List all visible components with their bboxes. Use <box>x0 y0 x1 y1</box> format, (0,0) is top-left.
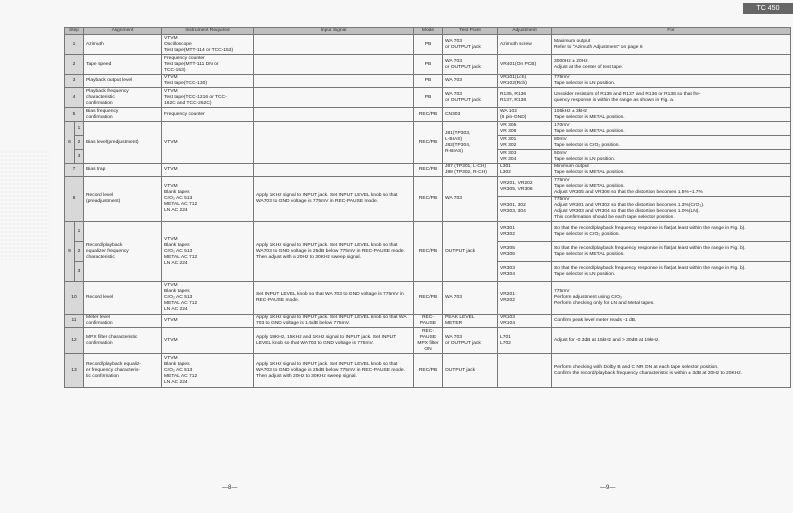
step-number: 9 <box>65 222 75 282</box>
for-cell: 80mV Tape selector is CrO₂ position. <box>552 136 791 150</box>
instrument-cell: VTVM Test tape(TCC-130) <box>162 75 254 88</box>
header-step: Step <box>65 28 84 35</box>
mode-cell: PB <box>414 55 443 75</box>
input-cell <box>254 164 414 177</box>
header-adjustment: Adjustment <box>498 28 552 35</box>
step-number: 2 <box>65 55 84 75</box>
adjustment-cell: WA 102 (6 pin-GND) <box>498 108 552 122</box>
step-number: 6 <box>65 122 75 164</box>
input-cell: Apply 1KHz signal to INPUT jack. Set INPUT LEVEL knob so that WA703 to GND voltage is 25dB below 775mV in REC-PAUSE mode. Then adjust with a 20Hz to 30KHz sweep signal. <box>254 222 414 282</box>
sub-step-number: 3 <box>75 150 84 164</box>
table-row <box>65 164 791 177</box>
step-number: 10 <box>65 282 84 315</box>
for-cell: 775mV Perform adjustment using CrO₂ Perform checking only for LN and Metal tapes. <box>552 282 791 315</box>
header-alignment: Alignment <box>84 28 162 35</box>
adjustment-cell: VR 301 VR 302 <box>498 136 552 150</box>
alignment-cell: MPX filter characteristic confirmation <box>84 328 162 354</box>
test-point-cell: WA 703 or OUTPUT jack <box>443 88 498 108</box>
test-point-cell: WA 703 or OUTPUT jack <box>443 55 498 75</box>
mode-cell: PB <box>414 75 443 88</box>
input-cell <box>254 35 414 55</box>
alignment-cell: Playback output level <box>84 75 162 88</box>
header-instrument: Instrument Required <box>162 28 254 35</box>
for-cell: So that the record/playback frequency response is flat(at least within the range in Fig. b). Tape selector is LN position. <box>552 262 791 282</box>
alignment-cell: Playback frequency characteristic confirmation <box>84 88 162 108</box>
input-cell: Apply 1KHz signal to INPUT jack. Set INPUT LEVEL knob so that WA 703 to GND voltage is 1.5dB below 775mV. <box>254 315 414 328</box>
for-cell: 105kHz ± 3kHz Tape selector is METAL position. <box>552 108 791 122</box>
table-row <box>65 88 791 108</box>
instrument-cell: VTVM <box>162 164 254 177</box>
for-cell: Adjust for -0.3dB at 15kHz and > 30dB at 19kHz. <box>552 328 791 354</box>
adjustment-cell: L301 L302 <box>498 164 552 177</box>
table-row <box>65 177 791 197</box>
instrument-cell: VTVM <box>162 122 254 164</box>
mode-cell: REC/PB <box>414 122 443 164</box>
for-cell: 775mV Adjust VR301 and VR302 so that the distortion becomes 1.3%(CrO₂). Adjust VR303 and VR304 so that the distortion becomes 1.0%(LN). This confirmation should be each tape selector position. <box>552 197 791 222</box>
for-cell: So that the record/playback frequency response is flat(at least within the range in Fig. b). Tape selector is METAL position. <box>552 242 791 262</box>
test-point-cell: WA 703 <box>443 75 498 88</box>
table-row <box>65 122 791 136</box>
adjustment-cell: VR301, 302 VR303, 304 <box>498 197 552 222</box>
test-point-cell: OUTPUT jack <box>443 222 498 282</box>
table-row <box>65 222 791 242</box>
table-row <box>65 75 791 88</box>
mode-cell: REC/PB <box>414 282 443 315</box>
adjustment-cell: VR101(Lch) VR102(Rch) <box>498 75 552 88</box>
table-row <box>65 108 791 122</box>
for-cell: Perform checking with Dolby B and C NR ON at each tape selector position. Confirm the record/playback frequency characteristic is within ± 3dB at 20Hz to 20KHz. <box>552 354 791 388</box>
alignment-cell: Bias level(predjustment) <box>84 122 162 164</box>
alignment-cell: Tape speed <box>84 55 162 75</box>
sub-step-number: 1 <box>75 222 84 242</box>
step-number: 11 <box>65 315 84 328</box>
mode-cell: REC- PAUSE <box>414 315 443 328</box>
step-number: 5 <box>65 108 84 122</box>
instrument-cell: VTVM Blank tapes CrO₂ AC 513 METAL AC 712 LN AC 224 <box>162 282 254 315</box>
instrument-cell: Frequency counter Test tape(MTT-111 DN or TCC-153) <box>162 55 254 75</box>
instrument-cell: VTVM Blank tapes CrO₂ AC 513 METAL AC 712 LN AC 224 <box>162 222 254 282</box>
adjustment-cell: VR401(On PCB) <box>498 55 552 75</box>
mode-cell: REC/PB <box>414 177 443 222</box>
header-for: For <box>552 28 791 35</box>
for-cell: 775mV Tape selector is LN position. <box>552 75 791 88</box>
alignment-cell: Record/playback equalizer frequency characteristic <box>84 222 162 282</box>
for-cell: 3000Hz ± 20Hz Adjust at the center of test tape. <box>552 55 791 75</box>
instrument-cell: Frequency counter <box>162 108 254 122</box>
table-row <box>65 282 791 315</box>
step-number: 13 <box>65 354 84 388</box>
mode-cell: REC/PB <box>414 108 443 122</box>
for-cell: Confirm peak level meter reads -1 dB. <box>552 315 791 328</box>
test-point-cell: WA 703 or OUTPUT jack <box>443 35 498 55</box>
instrument-cell: VTVM Blank tapes CrO₂ AC 513 METAL AC 712 LN AC 224 <box>162 354 254 388</box>
adjustment-cell: VR201, VR202 VR305, VR306 <box>498 177 552 197</box>
adjustment-cell: VR201 VR202 <box>498 282 552 315</box>
test-point-cell: CN303 <box>443 108 498 122</box>
sub-step-number: 1 <box>75 122 84 136</box>
header-mode: Mode <box>414 28 443 35</box>
mode-cell: PB <box>414 88 443 108</box>
sub-step-number: 2 <box>75 136 84 150</box>
instrument-cell: VTVM <box>162 328 254 354</box>
sub-step-number: 3 <box>75 262 84 282</box>
page-number-left: —8— <box>222 485 238 491</box>
step-number: 1 <box>65 35 84 55</box>
mode-cell: REC/PB <box>414 354 443 388</box>
mode-cell: PB <box>414 35 443 55</box>
input-cell: Apply 19KHz, 15KHz and 1KHz signal to INPUT jack. Set INPUT LEVEL knob so that WA703 to GND voltage is 775mV. <box>254 328 414 354</box>
for-cell: 50mV Tape selector is LN position. <box>552 150 791 164</box>
adjustment-cell: R135, R136 R137, R138 <box>498 88 552 108</box>
alignment-cell: Record level (preadjustment) <box>84 177 162 222</box>
adjustment-cell <box>498 354 552 388</box>
step-number: 4 <box>65 88 84 108</box>
step-number: 12 <box>65 328 84 354</box>
step-number: 7 <box>65 164 84 177</box>
header-row <box>65 28 791 35</box>
adjustment-cell: Azimuth screw <box>498 35 552 55</box>
input-cell <box>254 75 414 88</box>
table-row <box>65 55 791 75</box>
instrument-cell: VTVM Blank tapes CrO₂ AC 513 METAL AC 712 LN AC 224 <box>162 177 254 222</box>
scan-noise <box>0 150 50 260</box>
mode-cell: REC- PAUSE MPX filter ON <box>414 328 443 354</box>
alignment-cell: Record level <box>84 282 162 315</box>
input-cell: Apply 1KHz signal to INPUT jack. Set INPUT LEVEL knob so that WA703 to GND voltage is 775mV in REC-PAUSE mode. <box>254 177 414 222</box>
for-cell: Minimum output Tape selector is METAL position. <box>552 164 791 177</box>
table-row <box>65 328 791 354</box>
input-cell <box>254 88 414 108</box>
test-point-cell: OUTPUT jack <box>443 354 498 388</box>
instrument-cell: VTVM Test tape(TCC-1216 or TCC- 162C and TCC-262C) <box>162 88 254 108</box>
alignment-table <box>64 27 791 388</box>
instrument-cell: VTVM <box>162 315 254 328</box>
model-label: TC 450 <box>743 3 793 14</box>
step-number: 8 <box>65 177 84 222</box>
input-cell: Set INPUT LEVEL knob so that WA 703 to GND voltage is 775mV in REC-PAUSE mode. <box>254 282 414 315</box>
for-cell: Maximum output Refer to "Azimuth Adjustment" on page 6 <box>552 35 791 55</box>
alignment-cell: Meter level confirmation <box>84 315 162 328</box>
for-cell: 775mV Tape selector is METAL position. Adjust VR305 and VR306 so that the distortion becomes 1.5%~1.7% <box>552 177 791 197</box>
table-row <box>65 35 791 55</box>
test-point-cell: WA 703 <box>443 177 498 222</box>
adjustment-cell: VR305 VR306 <box>498 242 552 262</box>
input-cell <box>254 55 414 75</box>
test-point-cell: J81(TP303, L-BIAS) J82(TP304, R-BIAS) <box>443 122 498 164</box>
sub-step-number: 2 <box>75 242 84 262</box>
step-number: 3 <box>65 75 84 88</box>
for-cell: 170mV Tape selector is METAL position. <box>552 122 791 136</box>
table-row <box>65 354 791 388</box>
test-point-cell: WA 703 <box>443 282 498 315</box>
header-test-point: Test Point <box>443 28 498 35</box>
adjustment-cell: VR303 VR304 <box>498 262 552 282</box>
test-point-cell: PEAK LEVEL METER <box>443 315 498 328</box>
instrument-cell: VTVM Oscilloscope Test tape(MTT-114 or TCC-153) <box>162 35 254 55</box>
test-point-cell: J87 (TP301, L-CH) J88 (TP302, R-CH) <box>443 164 498 177</box>
adjustment-cell: VR 305 VR 306 <box>498 122 552 136</box>
adjustment-cell: VR103 VR104 <box>498 315 552 328</box>
alignment-cell: Record/playback equaliz- er frequency characteris- tic confirmation <box>84 354 162 388</box>
test-point-cell: WA 703 or OUTPUT jack <box>443 328 498 354</box>
input-cell <box>254 122 414 164</box>
adjustment-cell: L701 L702 <box>498 328 552 354</box>
for-cell: So that the record/playback frequency response is flat(at least within the range in Fig. b). Tape selector is CrO₂ position. <box>552 222 791 242</box>
input-cell <box>254 108 414 122</box>
input-cell: Apply 1KHz signal to INPUT jack. Set INPUT LEVEL knob so that WA703 to GND voltage is 25dB below 775mV in REC-PAUSE mode. Then adjust with 20Hz to 30KHz sweep signal. <box>254 354 414 388</box>
header-input: Input Signal <box>254 28 414 35</box>
page-number-right: —9— <box>600 485 616 491</box>
alignment-cell: Bias trap <box>84 164 162 177</box>
for-cell: Unsolder resistors of R135 and R137 and R136 or R138 so that fre- quency response is within the range as shown in Fig. a. <box>552 88 791 108</box>
alignment-cell: Azimuth <box>84 35 162 55</box>
alignment-cell: Bias frequency confirmation <box>84 108 162 122</box>
table-row <box>65 315 791 328</box>
mode-cell: REC/PB <box>414 222 443 282</box>
mode-cell: REC/PB <box>414 164 443 177</box>
adjustment-cell: VR301 VR302 <box>498 222 552 242</box>
adjustment-cell: VR 303 VR 304 <box>498 150 552 164</box>
